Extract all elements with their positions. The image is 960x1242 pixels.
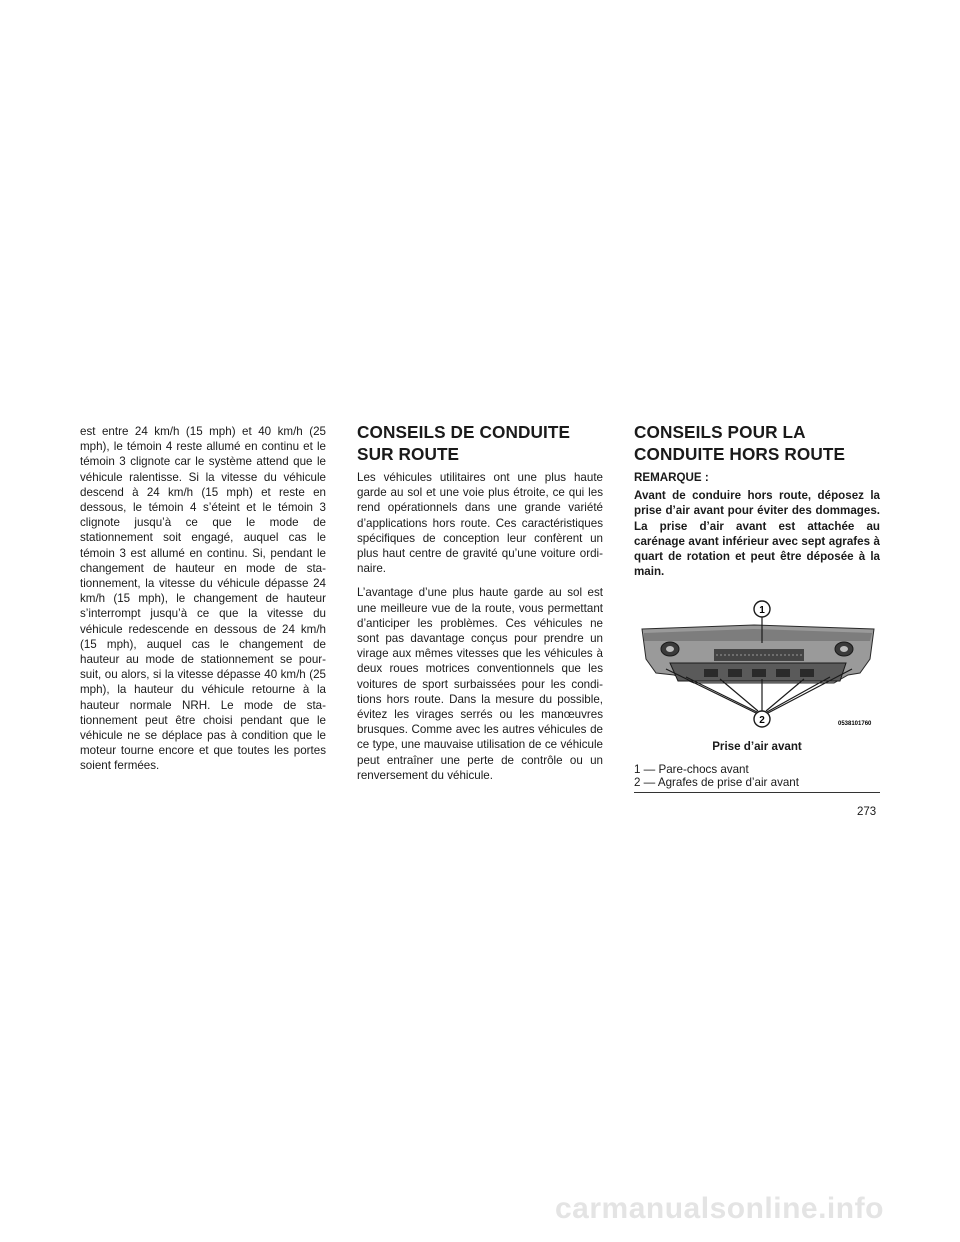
legend-item: 1 — Pare-chocs avant: [634, 762, 749, 776]
callout-2-label: 2: [759, 715, 765, 727]
body-paragraph: est entre 24 km/h (15 mph) et 40 km/h (25 mph), le témoin 4 reste allumé en continu et le témoin 3 clignote car le système attend que le véhicule ralentisse. Si la vitesse du véhicule descend à 24 km/h (15 mph) et reste en dessous, le témoin 4 s’éteint et le témoin 3 clignote jusqu’à ce que le mode de stationnement soit engagé, auquel cas le témoin 3 est allumé en continu. Si, pendant le changement de hauteur en mode de sta- tionnement, la vitesse du véhicule dépasse 24 km/h (15 mph), le changement de hauteur s’interrompt jusqu’à ce que la vitesse du véhicule redescende en dessous de 24 km/h (15 mph), auquel cas le changement de hauteur au mode de stationnement se pour- suit, ou alors, si la vitesse dépasse 40 km/h (25 mph), la hauteur du véhicule retourne à la hauteur normale NRH. Le mode de sta- tionnement peut être choisi pendant que le véhicule ne se déplace pas à condition que le moteur tourne encore et que toutes les portes soient fermées.: [80, 425, 326, 773]
callout-1-label: 1: [759, 605, 765, 617]
figure-caption: Prise d’air avant: [712, 740, 802, 754]
front-bumper-illustration: [634, 597, 880, 737]
front-air-dam-figure: [634, 597, 880, 737]
column-2: [357, 424, 603, 792]
page-number: 273: [857, 806, 877, 818]
section-heading-on-road: CONSEILS DE CONDUITE SUR ROUTE: [357, 422, 571, 464]
figure-legend: [634, 763, 880, 793]
note-label: REMARQUE :: [634, 471, 709, 484]
legend-item: 2 — Agrafes de prise d’air avant: [634, 775, 799, 789]
figure-code: 0538101760: [838, 721, 872, 728]
body-paragraph: Les véhicules utilitaires ont une plus haute garde au sol et une voie plus étroite, ce qui les rend opérationnels dans une grande variété d’applications hors route. Ces caractéristiques spécifiques de conception leur confèrent un plus haut centre de gravité qu’une voiture ordi- naire.: [357, 471, 603, 576]
body-paragraph: L’avantage d’une plus haute garde au sol est une meilleure vue de la route, vous permettant d’anticiper les problèmes. Ces véhicules ne sont pas davantage conçus pour prendre un virage aux mêmes vitesses que les véhicules à deux roues motrices conventionnels que les voitures de sport surbaissées pour les condi- tions hors route. Dans la mesure du possible, évitez les virages serrés ou les manœuvres brusques. Comme avec les autres véhicules de ce type, une mauvaise utilisation de ce véhicule peut entraîner une perte de contrôle ou un renversement du véhicule.: [357, 586, 603, 782]
column-3: [634, 424, 880, 793]
note-text: Avant de conduire hors route, déposez la prise d’air avant pour éviter des dommages. La prise d’air avant est attachée au carénage avant inférieur avec sept agrafes à quart de rotation et peut être déposée à la main.: [634, 489, 880, 579]
column-1: [80, 424, 326, 783]
watermark: carmanualsonline.info: [555, 1192, 884, 1225]
section-heading-off-road: CONSEILS POUR LA CONDUITE HORS ROUTE: [634, 422, 846, 464]
